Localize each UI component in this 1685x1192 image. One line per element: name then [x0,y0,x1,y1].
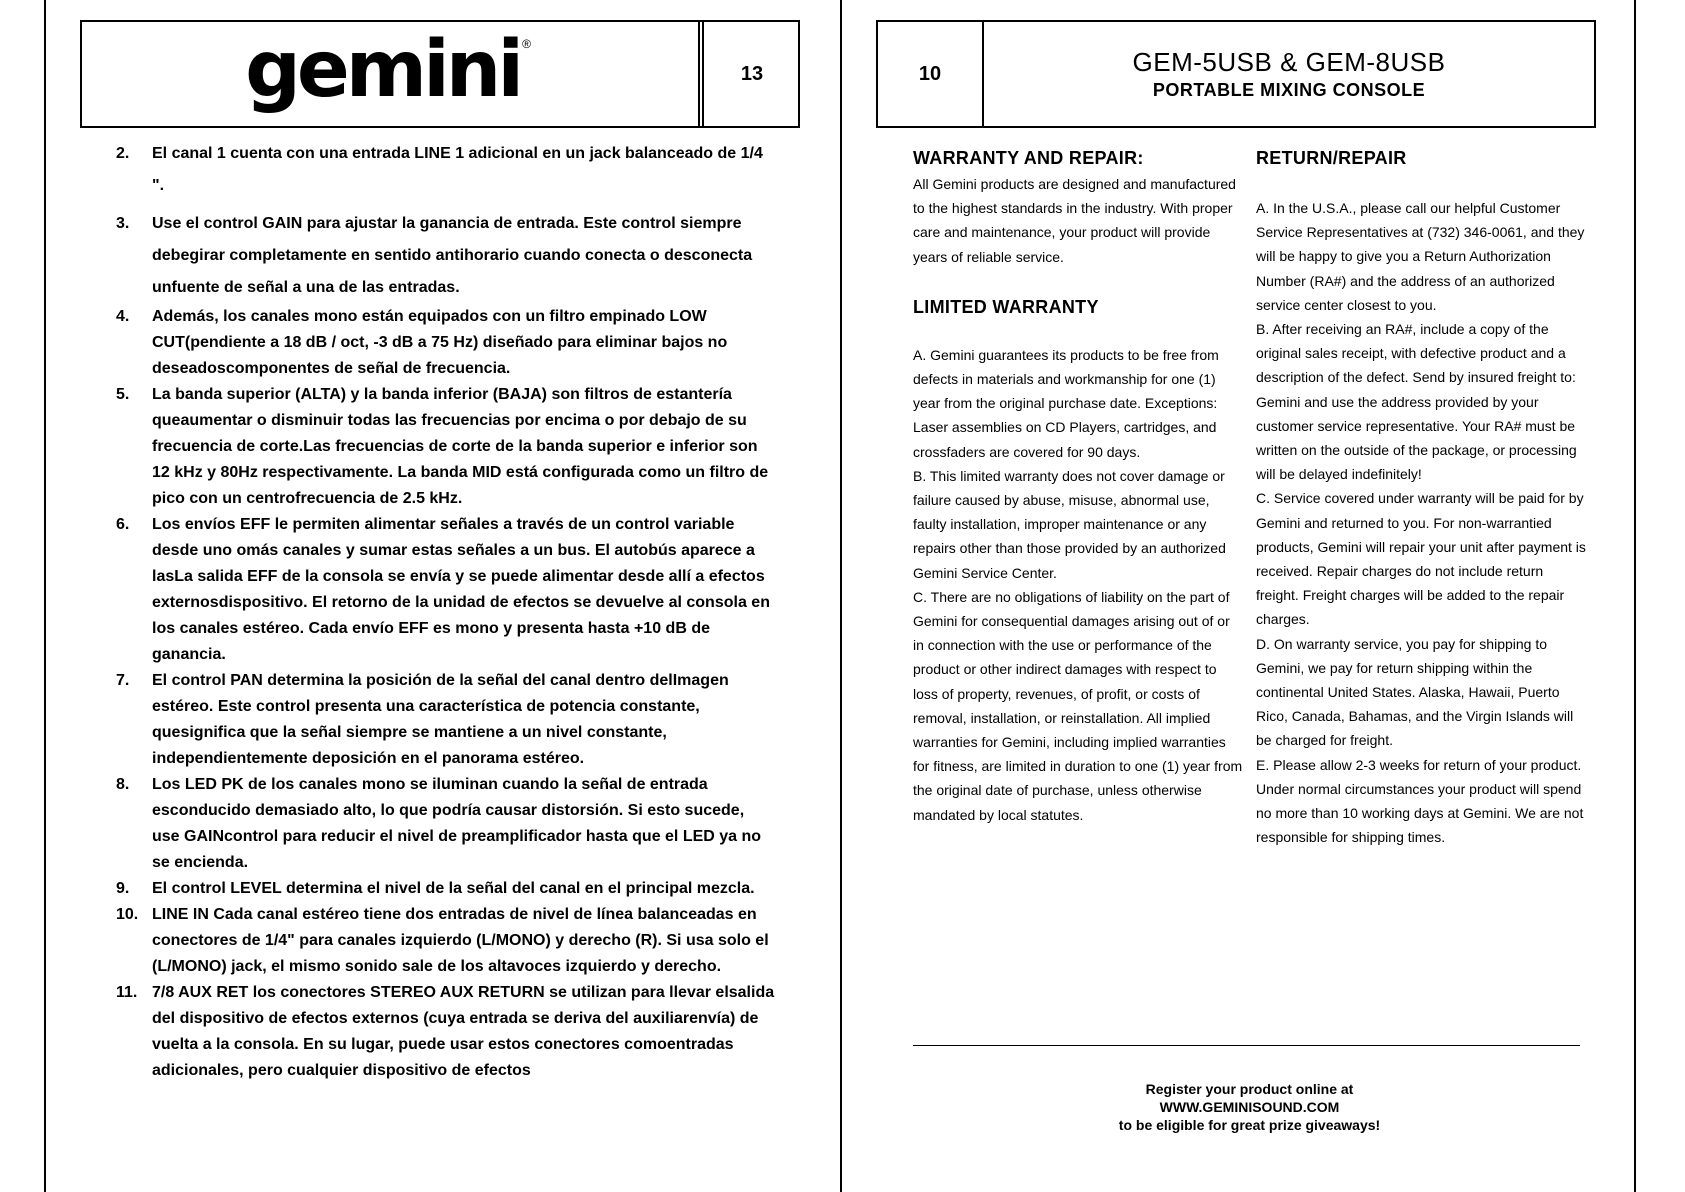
return-b: B. After receiving an RA#, include a copy of the original sales receipt, with defective product and a description of the defect. Send by insured freight to: Gemini and use the address provided by your customer service representative. Your RA# must be written on the outside of the package, or processing will be delayed indefinitely! [1256,321,1577,483]
item-text: La banda superior (ALTA) y la banda inferior (BAJA) son filtros de estantería queaumentar o disminuir todas las frecuencias por encima o por debajo de su frecuencia de corte.Las frecuencias de corte de la banda superior e inferior son 12 kHz y 80Hz respectivamente. La banda MID está configurada como un filtro de pico con un centrofrecuencia de 2.5 kHz. [152,386,769,507]
registered-mark: ® [522,37,531,51]
item-number: 8. [116,776,130,793]
list-item [116,668,776,772]
list-item [116,304,776,382]
item-text: El control LEVEL determina el nivel de la señal del canal en el principal mezcla. [152,880,755,897]
return-repair-column [1256,146,1586,849]
item-number: 11. [116,984,138,1001]
list-item [116,382,776,512]
item-text: El canal 1 cuenta con una entrada LINE 1 adicional en un jack balanceado de 1/4 ". [152,145,763,194]
item-text: Además, los canales mono están equipados con un filtro empinado LOW CUT(pendiente a 18 dB / oct, -3 dB a 75 Hz) diseñado para eliminar bajos no deseadoscomponentes de señal de frecuencia. [152,308,728,377]
return-repair-heading: RETURN/REPAIR [1256,148,1407,168]
item-text: Use el control GAIN para ajustar la ganancia de entrada. Este control siempre debegirar completamente en sentido antihorario cuando conecta o desconecta unfuente de señal a una de las entradas. [152,215,753,296]
limited-warranty-a: A. Gemini guarantees its products to be free from defects in materials and workmanship for one (1) year from the original purchase date. Exceptions: Laser assemblies on CD Players, cartridges, and crossfaders are covered for 90 days. [913,346,1219,460]
item-number: 7. [116,672,130,689]
header-title-cell [984,22,1594,126]
gemini-logo [82,22,694,126]
model-title: GEM-5USB & GEM-8USB [1132,47,1446,77]
item-number: 3. [116,215,130,232]
left-page-number: 13 [702,22,800,126]
limited-warranty-b: B. This limited warranty does not cover damage or failure caused by abuse, misuse, abnormal use, faulty installation, improper maintenance or any repairs other than those provided by an authorized Gemini Service Center. [913,467,1226,581]
item-number: 10. [116,906,139,923]
limited-warranty-c: C. There are no obligations of liability on the part of Gemini for consequential damages arising out of or in connection with the use or performance of the product or other indirect damages with respect to loss of property, revenues, of profit, or costs of removal, installation, or reinstallation. All implied warranties for Gemini, including implied warranties for fitness, are limited in duration to one (1) year from the original date of purchase, unless otherwise mandated by local statutes. [913,588,1243,823]
return-f: Under normal circumstances your product will spend no more than 10 working days at Gemini. We are not responsible for shipping times. [1256,780,1584,846]
register-notice [913,1080,1586,1134]
register-url: WWW.GEMINISOUND.COM [1159,1099,1340,1115]
register-line-3: to be eligible for great prize giveaways! [1118,1117,1381,1133]
item-number: 5. [116,386,130,403]
spanish-feature-list [116,138,776,1084]
return-e: E. Please allow 2-3 weeks for return of your product. [1256,756,1582,773]
item-number: 4. [116,308,130,325]
list-item [116,902,776,980]
item-text: 7/8 AUX RET los conectores STEREO AUX RETURN se utilizan para llevar elsalida del dispositivo de efectos externos (cuya entrada se deriva del auxiliarenvía) de vuelta a la consola. En su lugar, puede usar estos conectores comoentradas adicionales, pero cualquier dispositivo de efectos [152,984,775,1079]
warranty-column [913,146,1243,827]
limited-warranty-heading: LIMITED WARRANTY [913,296,1099,317]
left-page-header [80,20,800,128]
list-item [116,980,776,1084]
return-d: D. On warranty service, you pay for shipping to Gemini, we pay for return shipping within the continental United States. Alaska, Hawaii, Puerto Rico, Canada, Bahamas, and the Virgin Islands will be charged for freight. [1256,635,1574,749]
page-spine [840,0,842,1192]
item-number: 2. [116,145,130,162]
item-text: El control PAN determina la posición de la señal del canal dentro delImagen estéreo. Este control presenta una característica de potencia constante, quesignifica que la señal siempre se mantiene a un nivel constante, independientemente deposición en el panorama estéreo. [152,672,729,767]
right-page-edge [1634,0,1636,1192]
right-page-number: 10 [878,22,984,126]
register-divider [913,1045,1580,1046]
list-item [116,208,776,304]
list-item [116,512,776,668]
right-page-header [876,20,1596,128]
product-subtitle: PORTABLE MIXING CONSOLE [1152,80,1426,100]
item-text: Los LED PK de los canales mono se iluminan cuando la señal de entrada esconducido demasiado alto, lo que podría causar distorsión. Si esto sucede, use GAINcontrol para reducir el nivel de preamplificador hasta que el LED ya no se encienda. [152,776,762,871]
item-text: LINE IN Cada canal estéreo tiene dos entradas de nivel de línea balanceadas en conectores de 1/4" para canales izquierdo (L/MONO) y derecho (R). Si usa solo el (L/MONO) jack, el mismo sonido sale de los altavoces izquierdo y derecho. [152,906,769,975]
list-item [116,138,776,202]
warranty-heading: WARRANTY AND REPAIR: [913,148,1144,168]
return-a: A. In the U.S.A., please call our helpful Customer Service Representatives at (732) 346-0061, and they will be happy to give you a Return Authorization Number (RA#) and the address of an authorized service center closest to you. [1256,200,1585,313]
warranty-text: All Gemini products are designed and manufactured to the highest standards in the industry. With proper care and maintenance, your product will provide years of reliable service. [913,176,1236,265]
list-item [116,772,776,876]
item-text: Los envíos EFF le permiten alimentar señales a través de un control variable desde uno omás canales y sumar estas señales a un bus. El autobús aparece a lasLa salida EFF de la consola se envía y se puede alimentar desde allí a efectos externosdispositivo. El retorno de la unidad de efectos se devuelve al consola en los canales estéreo. Cada envío EFF es mono y presenta hasta +10 dB de ganancia. [152,516,770,663]
logo-cell [82,22,700,126]
left-page-edge [44,0,46,1192]
item-number: 9. [116,880,130,897]
return-c: C. Service covered under warranty will be paid for by Gemini and returned to you. For non-warrantied products, Gemini will repair your unit after payment is received. Repair charges do not include return freight. Freight charges will be added to the repair charges. [1256,490,1586,628]
item-number: 6. [116,516,130,533]
register-line-1: Register your product online at [1145,1081,1354,1097]
list-item [116,876,776,902]
logo-wordmark: gemini [245,25,521,115]
